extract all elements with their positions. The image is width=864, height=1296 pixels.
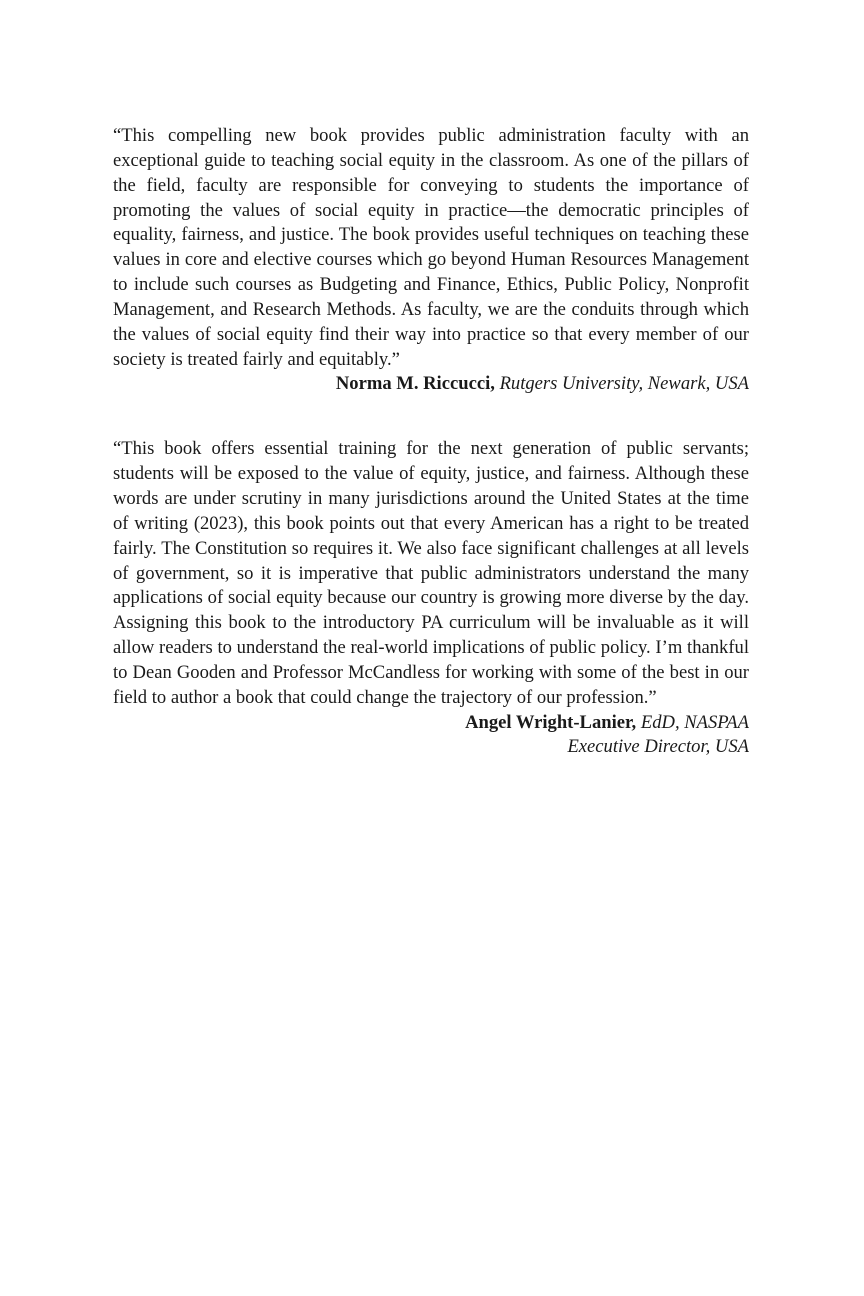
endorsement-wright-lanier [113,437,749,760]
endorser-affiliation: Rutgers University, Newark, USA [499,373,749,395]
endorsement-attribution [113,372,749,397]
endorsement-attribution-line2 [113,735,749,760]
endorser-name: Norma M. Riccucci, [335,373,495,395]
endorsement-quote: “This book offers essential training for the next generation of public servants; students will be exposed to the value of equity, justice, and fairness. Although these words are under scrutiny in many jurisdictions around the United States at the time of writing (2023), this book points out that every American has a right to be treated fairly. The Constitution so requires it. We also face significant challenges at all levels of government, so it is imperative that public administrators understand the many applications of social equity because our country is growing more diverse by the day. Assigning this book to the introductory PA curriculum will be invaluable as it will allow readers to understand the real-world implications of public policy. I’m thankful to Dean Gooden and Professor McCandless for working with some of the best in our field to author a book that could change the trajectory of our profession.” [113,438,749,708]
endorsement-quote: “This compelling new book provides public administration faculty with an exceptional guide to teaching social equity in the classroom. As one of the pillars of the field, faculty are responsible for conveying to students the importance of promoting the values of social equity in practice—the democratic principles of equality, fairness, and justice. The book provides useful techniques on teaching these values in core and elective courses which go beyond Human Resources Management to include such courses as Budgeting and Finance, Ethics, Public Policy, Nonprofit Management, and Research Methods. As faculty, we are the conduits through which the values of social equity find their way into practice so that every member of our society is treated fairly and equitably.” [113,125,749,370]
endorsement-attribution [113,711,749,736]
endorser-name: Angel Wright-Lanier, [465,711,637,733]
endorsements-page [113,124,749,760]
endorser-title: Executive Director, USA [567,736,749,758]
endorsement-riccucci [113,124,749,397]
endorser-affiliation: EdD, NASPAA [640,711,749,733]
